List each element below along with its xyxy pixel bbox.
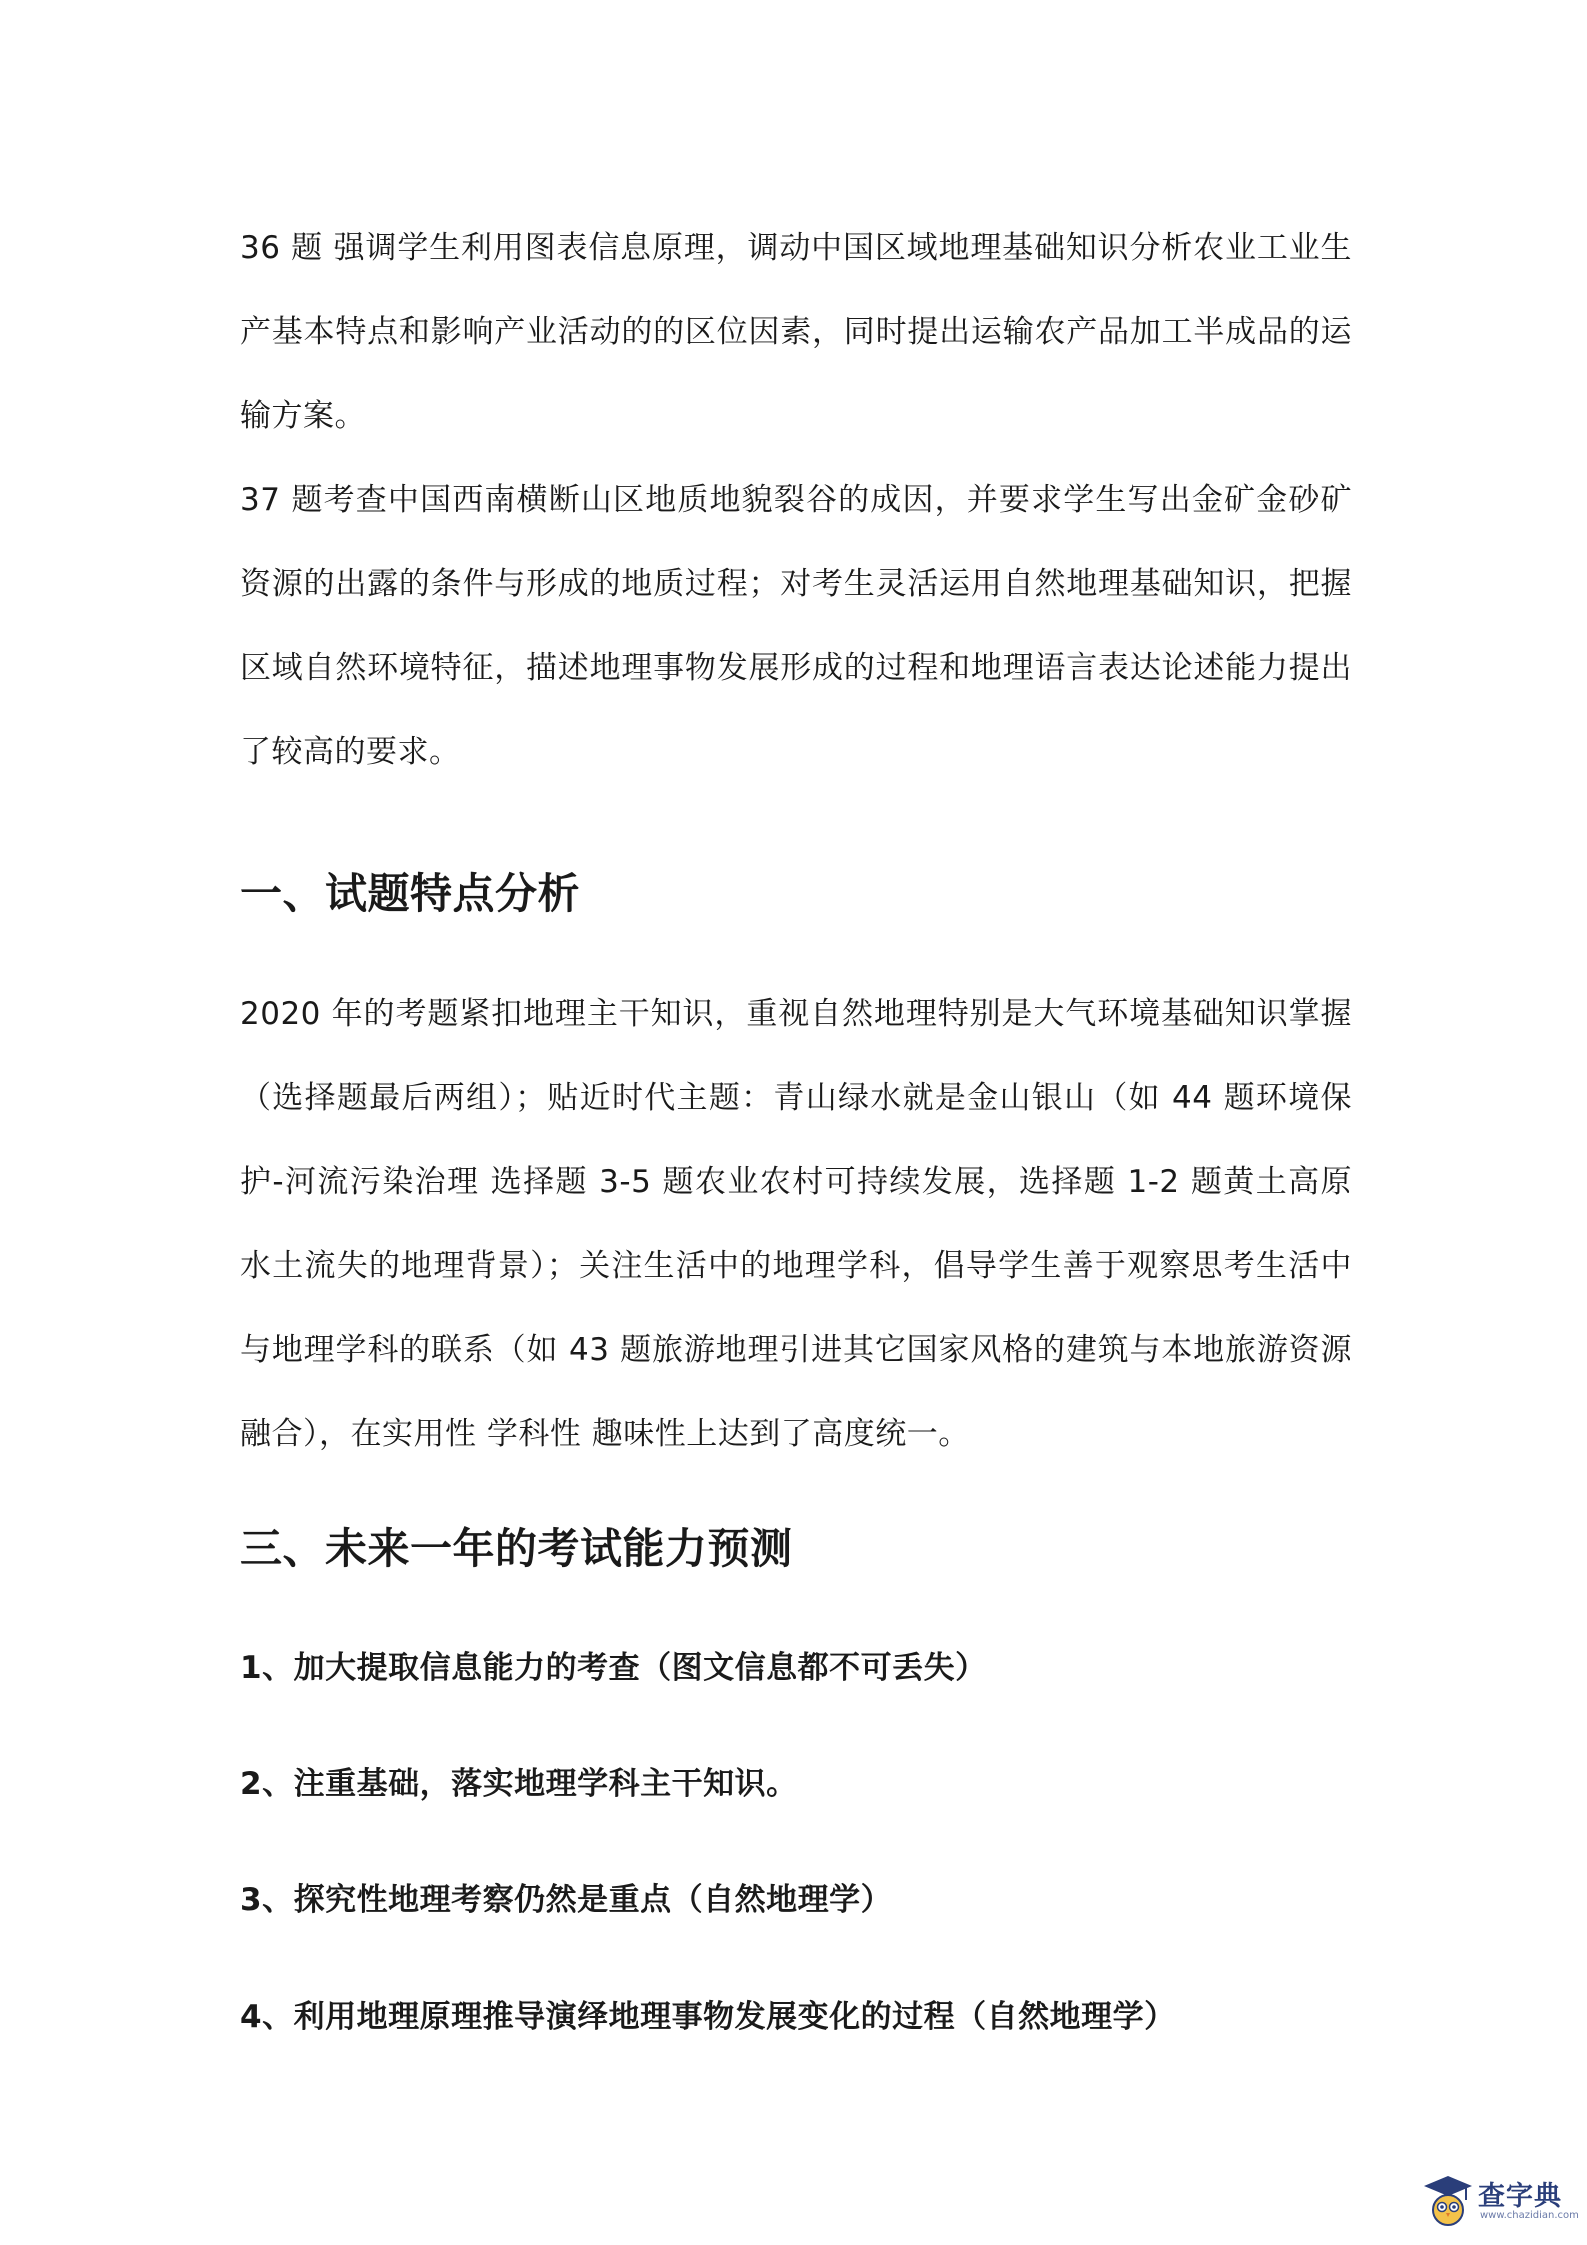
graduate-owl-icon bbox=[1420, 2170, 1476, 2230]
heading-exam-features: 一、试题特点分析 bbox=[240, 869, 581, 918]
heading-future-prediction: 三、未来一年的考试能力预测 bbox=[240, 1524, 793, 1573]
prediction-point-2: 2、注重基础，落实地理学科主干知识。 bbox=[240, 1766, 798, 1802]
document-content bbox=[240, 206, 1352, 2035]
prediction-point-3: 3、探究性地理考察仍然是重点（自然地理学） bbox=[240, 1882, 893, 1918]
paragraph-question-37: 37 题考查中国西南横断山区地质地貌裂谷的成因，并要求学生写出金矿金砂矿资源的出露的条件与形成的地质过程；对考生灵活运用自然地理基础知识，把握区域自然环境特征，描述地理事物发展形成的过程和地理语言表达论述能力提出了较高的要求。 bbox=[240, 482, 1352, 770]
watermark-logo bbox=[1420, 2170, 1579, 2232]
prediction-point-1: 1、加大提取信息能力的考查（图文信息都不可丢失） bbox=[240, 1650, 987, 1686]
watermark-url: www.chazidian.com bbox=[1480, 2210, 1579, 2221]
watermark-brand: 查字典 bbox=[1478, 2181, 1562, 2212]
prediction-point-4: 4、利用地理原理推导演绎地理事物发展变化的过程（自然地理学） bbox=[240, 1999, 1176, 2035]
paragraph-question-36: 36 题 强调学生利用图表信息原理，调动中国区域地理基础知识分析农业工业生产基本特点和影响产业活动的的区位因素，同时提出运输农产品加工半成品的运输方案。 bbox=[240, 230, 1352, 434]
paragraph-2020-analysis: 2020 年的考题紧扣地理主干知识，重视自然地理特别是大气环境基础知识掌握（选择题最后两组）；贴近时代主题：青山绿水就是金山银山（如 44 题环境保护-河流污染治理 选择题 3-5 题农业农村可持续发展，选择题 1-2 题黄土高原水土流失的地理背景）；关注生活中的地理学科，倡导学生善于观察思考生活中与地理学科的联系（如 43 题旅游地理引进其它国家风格的建筑与本地旅游资源融合），在实用性 学科性 趣味性上达到了高度统一。 bbox=[240, 996, 1352, 1452]
